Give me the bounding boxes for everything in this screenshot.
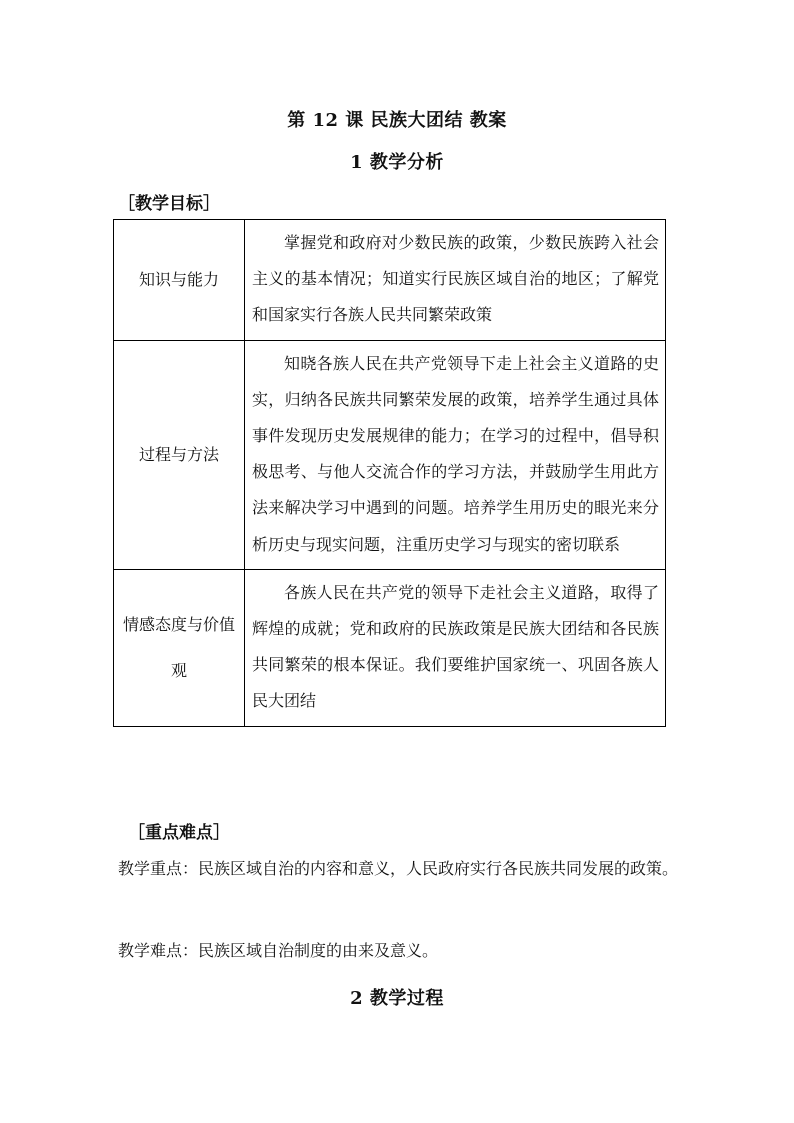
table-row: [114, 340, 666, 569]
objectives-label: ［教学目标］: [118, 194, 220, 214]
keypoints-label: ［重点难点］: [128, 823, 230, 843]
objective-category: 知识与能力: [114, 220, 245, 341]
teaching-difficulty: 教学难点：民族区域自治制度的由来及意义。: [118, 941, 439, 960]
objective-category: 过程与方法: [114, 340, 245, 569]
teaching-focus: 教学重点：民族区域自治的内容和意义，人民政府实行各民族共同发展的政策。: [118, 859, 679, 878]
objective-description: 掌握党和政府对少数民族的政策，少数民族跨入社会主义的基本情况；知道实行民族区域自治的地区；了解党和国家实行各族人民共同繁荣政策: [245, 220, 666, 341]
table-row: [114, 569, 666, 726]
section-heading-process: 2 教学过程: [350, 988, 444, 1009]
objectives-table: [113, 219, 666, 727]
table-row: [114, 220, 666, 341]
section-heading-analysis: 1 教学分析: [350, 152, 444, 173]
objective-category: 情感态度与价值观: [114, 569, 245, 726]
objective-description: 知晓各族人民在共产党领导下走上社会主义道路的史实，归纳各民族共同繁荣发展的政策，培养学生通过具体事件发现历史发展规律的能力；在学习的过程中，倡导积极思考、与他人交流合作的学习方法，并鼓励学生用此方法来解决学习中遇到的问题。培养学生用历史的眼光来分析历史与现实问题，注重历史学习与现实的密切联系: [245, 340, 666, 569]
objective-description: 各族人民在共产党的领导下走社会主义道路，取得了辉煌的成就；党和政府的民族政策是民族大团结和各民族共同繁荣的根本保证。我们要维护国家统一、巩固各族人民大团结: [245, 569, 666, 726]
lesson-title: 第 12 课 民族大团结 教案: [287, 110, 507, 131]
